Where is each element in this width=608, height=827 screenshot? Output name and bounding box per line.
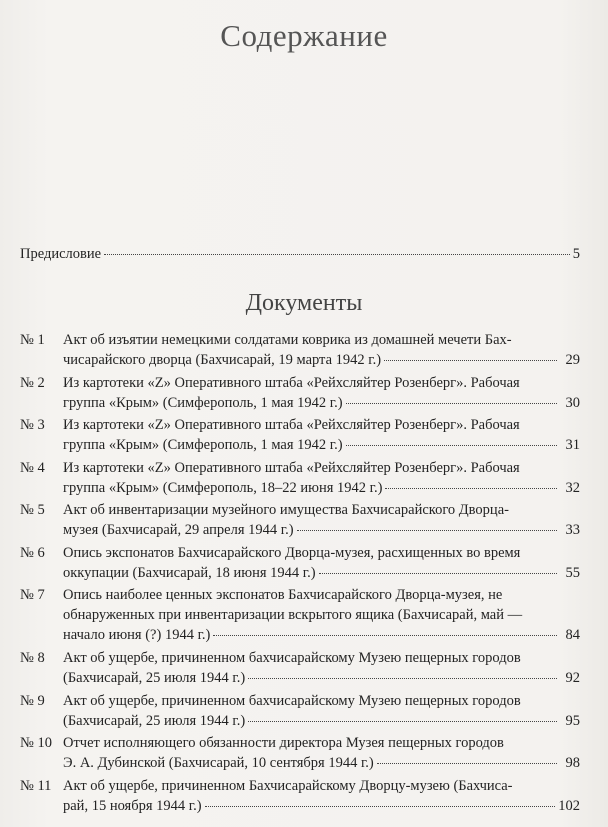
entry-last-line <box>63 478 580 498</box>
entry-number: № 9 <box>20 692 45 709</box>
entry-line-end: чисарайского дворца (Бахчисарай, 19 марта 1942 г.) <box>63 352 382 368</box>
entry-line-end: группа «Крым» (Симферополь, 1 мая 1942 г.) <box>63 437 343 453</box>
entry-line-end: группа «Крым» (Симферополь, 1 мая 1942 г.) <box>63 394 343 411</box>
dot-leader <box>385 488 557 489</box>
toc-entry-doc-6[interactable] <box>20 543 580 586</box>
entry-text <box>63 733 580 773</box>
entry-line-end: группа «Крым» (Симферополь, 18–22 июня 1942 г.) <box>63 479 383 496</box>
entry-text <box>63 585 580 645</box>
toc-entry-doc-11[interactable] <box>20 776 580 819</box>
entry-page-number: 95 <box>565 712 580 729</box>
entry-last-line <box>63 563 580 583</box>
entry-last-line <box>63 520 580 540</box>
documents-list <box>20 330 580 818</box>
entry-number: № 5 <box>20 502 45 518</box>
entry-text <box>63 543 580 583</box>
entry-number: № 6 <box>20 544 45 561</box>
entry-text <box>63 776 580 816</box>
dot-leader <box>346 445 557 446</box>
entry-line: Акт об изъятии немецкими солдатами коврика из домашней мечети Бах- <box>63 332 512 348</box>
entry-line: Опись наиболее ценных экспонатов Бахчисарайского Дворца-музея, не <box>63 587 503 603</box>
entry-line-end: Э. А. Дубинской (Бахчисарай, 10 сентября 1944 г.) <box>63 755 374 771</box>
entry-line-end: начало июня (?) 1944 г.) <box>63 627 211 643</box>
entry-text <box>63 415 580 455</box>
entry-number: № 4 <box>20 459 45 476</box>
toc-entry-doc-8[interactable] <box>20 648 580 691</box>
entry-number: № 3 <box>20 417 45 433</box>
dot-leader <box>205 806 556 807</box>
entry-line: Опись экспонатов Бахчисарайского Дворца-музея, расхищенных во время <box>63 544 521 561</box>
page-title: Содержание <box>220 18 388 53</box>
entry-line-end: рай, 15 ноября 1944 г.) <box>63 797 202 814</box>
section-title-documents: Документы <box>245 290 363 316</box>
entry-line: Из картотеки «Z» Оперативного штаба «Рейхсляйтер Розенберг». Рабочая <box>63 374 520 391</box>
toc-entry-doc-10[interactable] <box>20 733 580 776</box>
dot-leader <box>104 254 570 255</box>
entry-line: Акт об ущербе, причиненном бахчисарайскому Музею пещерных городов <box>63 692 521 709</box>
toc-entry-doc-7[interactable] <box>20 585 580 648</box>
dot-leader <box>297 530 557 531</box>
entry-text <box>63 500 580 540</box>
entry-line: Из картотеки «Z» Оперативного штаба «Рейхсляйтер Розенберг». Рабочая <box>63 417 520 433</box>
entry-page-number: 92 <box>565 670 580 686</box>
entry-line: Из картотеки «Z» Оперативного штаба «Рейхсляйтер Розенберг». Рабочая <box>63 459 520 476</box>
toc-entry-doc-5[interactable] <box>20 500 580 543</box>
entry-page-number: 84 <box>565 627 580 643</box>
entry-text <box>63 691 580 731</box>
entry-last-line <box>63 668 580 688</box>
entry-page-number: 33 <box>565 522 580 538</box>
entry-number: № 2 <box>20 374 45 391</box>
entry-text <box>63 373 580 413</box>
toc-entry-preface[interactable] <box>20 246 580 263</box>
entry-page-number: 31 <box>565 437 580 453</box>
dot-leader <box>384 360 557 361</box>
toc-entry-doc-3[interactable] <box>20 415 580 458</box>
entry-last-line <box>63 350 580 370</box>
entry-last-line <box>63 393 580 413</box>
entry-number: № 7 <box>20 587 45 603</box>
entry-last-line <box>63 753 580 773</box>
dot-leader <box>319 573 557 574</box>
entry-page-number: 32 <box>565 479 580 496</box>
entry-number: № 11 <box>20 777 52 794</box>
entry-line: Отчет исполняющего обязанности директора Музея пещерных городов <box>63 735 504 751</box>
dot-leader <box>248 678 557 679</box>
dot-leader <box>377 763 557 764</box>
entry-page-number: 55 <box>565 564 580 581</box>
entry-line-end: оккупации (Бахчисарай, 18 июня 1944 г.) <box>63 564 316 581</box>
entry-line-end: (Бахчисарай, 25 июля 1944 г.) <box>63 712 246 729</box>
entry-last-line <box>63 796 580 816</box>
toc-entry-doc-9[interactable] <box>20 691 580 734</box>
entry-line: Акт об ущербе, причиненном бахчисарайскому Музею пещерных городов <box>63 650 521 666</box>
toc-entry-doc-4[interactable] <box>20 458 580 501</box>
entry-last-line <box>63 711 580 731</box>
entry-last-line <box>63 435 580 455</box>
preface-page-number: 5 <box>572 246 580 262</box>
dot-leader <box>213 635 557 636</box>
entry-line-end: музея (Бахчисарай, 29 апреля 1944 г.) <box>63 522 294 538</box>
preface-label: Предисловие <box>20 246 102 262</box>
entry-number: № 10 <box>20 735 52 751</box>
entry-text <box>63 648 580 688</box>
entry-text <box>63 458 580 498</box>
dot-leader <box>248 721 557 722</box>
entry-line: Акт об ущербе, причиненном Бахчисарайскому Дворцу-музею (Бахчиса- <box>63 777 513 794</box>
entry-page-number: 98 <box>565 755 580 771</box>
entry-line-end: (Бахчисарай, 25 июля 1944 г.) <box>63 670 246 686</box>
entry-line: Акт об инвентаризации музейного имущества Бахчисарайского Дворца- <box>63 502 509 518</box>
entry-number: № 8 <box>20 650 45 666</box>
entry-page-number: 30 <box>565 394 580 411</box>
entry-number: № 1 <box>20 332 45 348</box>
dot-leader <box>346 403 557 404</box>
entry-page-number: 29 <box>565 352 580 368</box>
entry-last-line <box>63 625 580 645</box>
toc-entry-doc-1[interactable] <box>20 330 580 373</box>
entry-line: обнаруженных при инвентаризации вскрытого ящика (Бахчисарай, май — <box>63 607 523 623</box>
entry-page-number: 102 <box>558 797 580 814</box>
entry-text <box>63 330 580 370</box>
toc-entry-doc-2[interactable] <box>20 373 580 416</box>
